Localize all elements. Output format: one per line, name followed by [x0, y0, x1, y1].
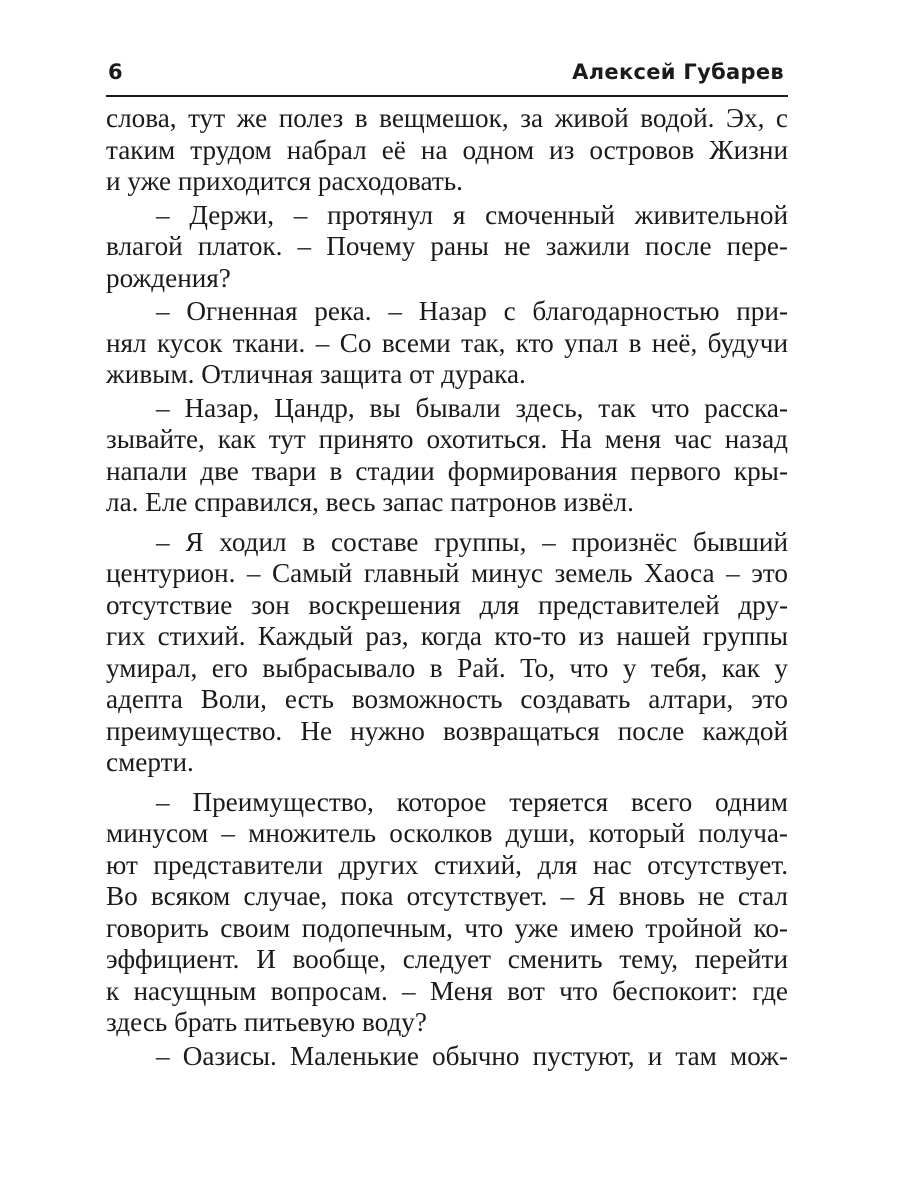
text-line: Во всяком случае, пока отсутствует. – Я вновь не стал: [106, 881, 788, 911]
header-rule: [106, 95, 788, 97]
text-line: – Назар, Цандр, вы бывали здесь, так что расска-: [156, 392, 788, 423]
text-line: смерти.: [106, 747, 194, 777]
text-line: центурион. – Самый главный минус земель Хаоса – это: [106, 558, 788, 588]
running-header: [106, 58, 786, 92]
text-line: ют представители других стихий, для нас отсутствует.: [106, 849, 788, 880]
text-line: – Преимущество, которое теряется всего одним: [156, 786, 788, 817]
text-line: преимущество. Не нужно возвращаться после каждой: [106, 715, 788, 746]
paragraph: [106, 1041, 788, 1073]
paragraph: [106, 200, 788, 295]
text-line: эффициент. И вообще, следует сменить тему, перейти: [106, 944, 788, 974]
paragraph: [106, 296, 788, 391]
text-line: здесь брать питьевую воду?: [106, 1007, 427, 1037]
text-line: влагой платок. – Почему раны не зажили после пере-: [106, 231, 788, 261]
text-line: зывайте, как тут принято охотиться. На меня час назад: [106, 424, 788, 454]
text-line: нял кусок ткани. – Со всеми так, кто упал в неё, будучи: [106, 327, 788, 358]
text-line: к насущным вопросам. – Меня вот что беспокоит: где: [106, 975, 788, 1006]
paragraph: [106, 527, 788, 779]
text-line: адепта Воли, есть возможность создавать алтари, это: [106, 684, 788, 714]
body-text: [106, 103, 788, 1072]
text-line: – Оазисы. Маленькие обычно пустуют, и там мож-: [156, 1040, 788, 1071]
text-line: гих стихий. Каждый раз, когда кто-то из нашей группы: [106, 621, 788, 651]
paragraph: [106, 103, 788, 198]
text-line: говорить своим подопечным, что уже имею тройной ко-: [106, 912, 788, 943]
text-line: слова, тут же полез в вещмешок, за живой водой. Эх, с: [106, 103, 788, 133]
text-line: – Огненная река. – Назар с благодарностью при-: [156, 296, 788, 326]
text-line: ла. Еле справился, весь запас патронов извёл.: [106, 487, 634, 517]
text-line: рождения?: [106, 262, 231, 293]
text-line: напали две твари в стадии формирования первого кры-: [106, 455, 788, 486]
text-line: – Держи, – протянул я смоченный живительной: [156, 199, 788, 230]
text-line: и уже приходится расходовать.: [106, 166, 463, 196]
text-line: таким трудом набрал её на одном из островов Жизни: [106, 134, 788, 165]
paragraph: [106, 787, 788, 1039]
page-number: 6: [108, 60, 123, 84]
text-line: – Я ходил в составе группы, – произнёс бывший: [156, 526, 788, 557]
author-name: Алексей Губарев: [572, 60, 784, 84]
text-line: умирал, его выбрасывало в Рай. То, что у тебя, как у: [106, 652, 788, 683]
paragraph: [106, 393, 788, 519]
text-line: минусом – множитель осколков души, который получа-: [106, 818, 788, 848]
text-line: отсутствие зон воскрешения для представителей дру-: [106, 589, 788, 620]
text-line: живым. Отличная защита от дурака.: [106, 359, 526, 389]
